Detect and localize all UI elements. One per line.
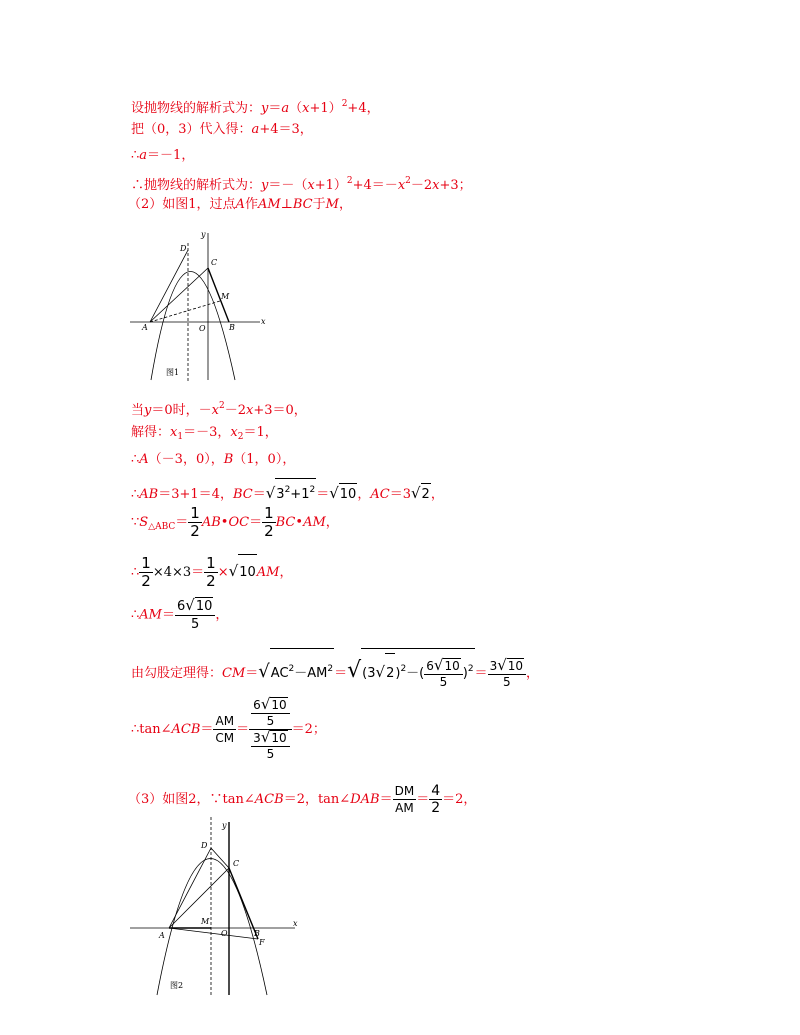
numerator: 4	[431, 783, 441, 799]
text: ⊥	[280, 197, 293, 212]
text: ×	[217, 565, 229, 580]
text: 把（0，3）代入得：	[131, 122, 252, 137]
var: BC	[232, 487, 253, 502]
num: +1	[290, 487, 310, 502]
text: )	[462, 666, 468, 681]
line-10	[131, 505, 339, 545]
exponent: 2	[346, 176, 353, 186]
var: B	[223, 452, 234, 467]
label-A: A	[159, 931, 165, 940]
var: AM	[256, 565, 280, 580]
fraction	[488, 655, 526, 690]
text: +1）	[314, 178, 347, 193]
exponent: 2	[467, 664, 474, 674]
numerator: 3√10	[488, 658, 526, 675]
label-x: x	[293, 919, 298, 928]
var: M	[325, 197, 339, 212]
var: AM	[257, 197, 281, 212]
var: ACB	[254, 792, 284, 807]
text: ，	[279, 565, 293, 580]
exponent: 2	[309, 485, 316, 495]
sqrt-10: √10	[329, 487, 357, 502]
var: AB	[201, 515, 221, 530]
figure-2	[125, 812, 305, 997]
inner-fraction	[251, 697, 289, 729]
text: ＝－1，	[147, 148, 195, 163]
segment-AC	[150, 268, 208, 322]
text: ＝	[175, 515, 189, 530]
segment-AD	[150, 250, 188, 322]
exponent: 2	[219, 401, 225, 411]
denominator: 2	[141, 572, 151, 590]
text: ＝	[200, 722, 214, 737]
text: ∵	[131, 515, 140, 530]
label-M: M	[221, 292, 230, 301]
text: ＝－（	[268, 178, 308, 193]
var: x	[246, 403, 254, 418]
radicand: 10	[195, 599, 213, 614]
text: 由勾股定理得：	[131, 666, 223, 681]
text: 当	[131, 403, 145, 418]
line-7	[131, 424, 278, 446]
text: ＝	[191, 565, 205, 580]
var: x	[432, 178, 440, 193]
var: x	[170, 425, 178, 440]
text: －AM	[294, 666, 328, 681]
var: CM	[222, 666, 246, 681]
radicand: 10	[271, 731, 287, 745]
parabola	[151, 272, 235, 381]
label-y: y	[201, 230, 206, 239]
numerator: AM	[213, 713, 236, 730]
label-x: x	[261, 317, 266, 326]
line-2	[131, 121, 313, 139]
numerator: 1	[206, 554, 216, 572]
var: A	[235, 197, 245, 212]
denominator: 5	[266, 714, 275, 728]
line-9	[131, 478, 444, 506]
var: BC	[275, 515, 296, 530]
label-F: F	[259, 938, 265, 947]
sqrt-10: √10	[229, 565, 257, 580]
label-B: B	[254, 929, 260, 938]
denominator: 5	[439, 674, 448, 689]
var: x	[230, 425, 238, 440]
exponent: 2	[400, 664, 407, 674]
segment-AD	[169, 848, 211, 928]
denominator: 2	[264, 522, 274, 540]
subscript: △ABC	[148, 522, 176, 532]
fraction	[429, 783, 442, 816]
text: ＝2；	[291, 722, 326, 737]
var: A	[139, 452, 149, 467]
compound-fraction	[249, 697, 291, 762]
numerator: 6√10	[251, 697, 289, 714]
var: a	[139, 148, 148, 163]
text: （	[289, 101, 303, 116]
denominator: 2	[190, 522, 200, 540]
text: ＝	[236, 722, 250, 737]
denominator: AM	[395, 801, 414, 815]
text: ＝2，	[442, 792, 477, 807]
text: ＝	[416, 792, 430, 807]
var: AC	[370, 487, 390, 502]
text: ∴	[131, 565, 140, 580]
text: ＝	[249, 515, 263, 530]
text: ，	[430, 487, 444, 502]
text: ∴	[131, 452, 140, 467]
text: ＝1，	[243, 425, 278, 440]
num: 3	[489, 658, 498, 673]
numerator: 6√10	[424, 658, 462, 675]
figure-2-caption: 图2	[170, 981, 184, 990]
text: ，	[215, 607, 229, 623]
text: •	[220, 515, 229, 530]
label-C: C	[233, 859, 240, 868]
text: ∴抛物线的解析式为：	[131, 178, 262, 193]
subscript: 2	[237, 432, 244, 442]
text: （1，0），	[233, 452, 296, 467]
text: ×4×3	[152, 565, 192, 580]
var: y	[261, 101, 269, 116]
text: ＝－3，	[183, 425, 231, 440]
radicand: 2	[385, 653, 395, 694]
parabola	[157, 859, 267, 996]
denominator: 2	[206, 572, 216, 590]
numerator: 6√10	[175, 597, 215, 616]
numerator: 1	[190, 504, 200, 522]
fraction	[204, 555, 218, 590]
label-O: O	[199, 324, 206, 333]
var: x	[307, 178, 315, 193]
text: ＝	[252, 487, 266, 502]
text: +4＝3，	[259, 122, 313, 137]
text: （3）如图2，∵tan∠	[128, 792, 255, 807]
label-B: B	[229, 323, 235, 332]
text: (3	[362, 666, 376, 681]
text: ∴	[131, 148, 140, 163]
fraction-DM-AM	[393, 783, 417, 816]
line-12	[131, 597, 228, 634]
inner-fraction	[251, 730, 289, 762]
text: ，	[338, 197, 352, 212]
var: x	[302, 101, 310, 116]
text: ∴	[131, 487, 140, 502]
subscript: 1	[177, 432, 184, 442]
var: OC	[228, 515, 250, 530]
exponent: 2	[288, 664, 295, 674]
denominator: CM	[215, 731, 235, 745]
text: ＝2，tan∠	[283, 792, 351, 807]
var: BC	[292, 197, 313, 212]
text: －2	[410, 178, 433, 193]
fraction	[424, 655, 462, 690]
fraction	[175, 597, 215, 633]
exponent: 2	[284, 485, 291, 495]
var: AM	[303, 515, 326, 530]
text: ＝0时，－	[151, 403, 212, 418]
sqrt-expr: $√3^2+1^2$	[266, 487, 316, 502]
text: +3；	[439, 178, 472, 193]
num: 6	[253, 698, 261, 712]
label-y: y	[222, 821, 227, 830]
text: 解得：	[131, 425, 171, 440]
text: AC	[270, 666, 289, 681]
text: （2）如图1，过点	[128, 197, 236, 212]
sqrt-expr: $√AC^2-AM^2$	[258, 666, 334, 681]
text: ＝	[268, 101, 282, 116]
var: DAB	[350, 792, 380, 807]
line-14	[131, 690, 326, 770]
text: ，	[526, 666, 540, 681]
denominator: 5	[502, 674, 511, 689]
text: +1）	[309, 101, 342, 116]
denominator: 5	[266, 747, 275, 761]
line-1	[131, 95, 380, 118]
text: ，	[357, 487, 371, 502]
text: ∴tan∠	[131, 722, 172, 737]
line-8	[131, 451, 295, 469]
radicand: 10	[238, 554, 257, 591]
denominator	[249, 730, 291, 762]
var: ACB	[171, 722, 201, 737]
label-C: C	[211, 258, 218, 267]
text: 于	[312, 197, 326, 212]
text: ＝	[379, 792, 393, 807]
text: +4，	[347, 101, 380, 116]
var: AB	[139, 487, 159, 502]
num: 6	[426, 658, 434, 673]
text: 设抛物线的解析式为：	[131, 101, 262, 116]
text: •	[295, 515, 304, 530]
var: y	[261, 178, 269, 193]
segment-AC	[169, 868, 229, 928]
figure-1	[125, 225, 275, 385]
label-D: D	[180, 244, 187, 253]
text: ，	[325, 515, 339, 530]
text: ＝3	[389, 487, 411, 502]
fraction	[188, 505, 202, 540]
segment-DC	[211, 848, 229, 868]
text: （－3，0），	[148, 452, 224, 467]
sqrt-2: √2	[411, 487, 431, 502]
segment-AM	[150, 301, 220, 322]
fraction-AM-CM	[213, 713, 236, 746]
label-A: A	[142, 323, 148, 332]
numerator: 1	[141, 554, 151, 572]
fraction	[262, 505, 276, 540]
var: a	[281, 101, 290, 116]
var: x	[397, 178, 406, 193]
text: ＝	[161, 607, 175, 623]
label-O: O	[221, 929, 228, 938]
label-M: M	[201, 917, 210, 926]
radicand: 10	[271, 698, 287, 712]
text: －(	[406, 666, 425, 681]
text: ＝	[334, 666, 348, 681]
num: 3	[276, 487, 285, 502]
text: ＝3+1＝4，	[158, 487, 233, 502]
numerator	[249, 697, 291, 730]
text: －2	[224, 403, 247, 418]
text: ＝	[474, 666, 488, 681]
line-13	[131, 648, 539, 694]
denominator: 2	[431, 800, 441, 816]
var: a	[251, 122, 260, 137]
var: S	[139, 515, 149, 530]
radicand: 2	[421, 483, 431, 506]
text: +4＝－	[352, 178, 398, 193]
line-5	[128, 196, 352, 214]
numerator: 1	[264, 504, 274, 522]
line-3	[131, 147, 194, 165]
line-4	[131, 172, 472, 195]
radicand: 10	[507, 658, 524, 673]
text: )	[395, 666, 401, 681]
text: 作	[244, 197, 258, 212]
exponent: 2	[327, 664, 334, 674]
line-6	[131, 397, 307, 420]
exponent: 2	[405, 176, 411, 186]
num: 3	[253, 731, 261, 745]
radicand: 10	[444, 658, 460, 673]
line-11	[131, 553, 292, 591]
num: 6	[177, 599, 186, 614]
fraction	[139, 555, 153, 590]
sqrt-expr: $√(3√2)^2-$( $\frac{6√10}{5}$ )$^2$	[347, 666, 474, 681]
var: x	[211, 403, 219, 418]
figure-1-caption: 图1	[166, 368, 180, 377]
text: +3＝0，	[253, 403, 307, 418]
var: AM	[139, 607, 162, 623]
var: y	[144, 403, 152, 418]
numerator: 3√10	[251, 730, 289, 747]
numerator: DM	[394, 784, 415, 798]
text: ＝	[245, 666, 259, 681]
exponent: 2	[341, 99, 348, 109]
denominator: 5	[191, 617, 200, 632]
text: ＝	[316, 487, 330, 502]
segment-AF	[169, 928, 258, 939]
label-D: D	[201, 841, 208, 850]
text: ∴	[131, 607, 140, 623]
radicand: 10	[339, 483, 358, 506]
